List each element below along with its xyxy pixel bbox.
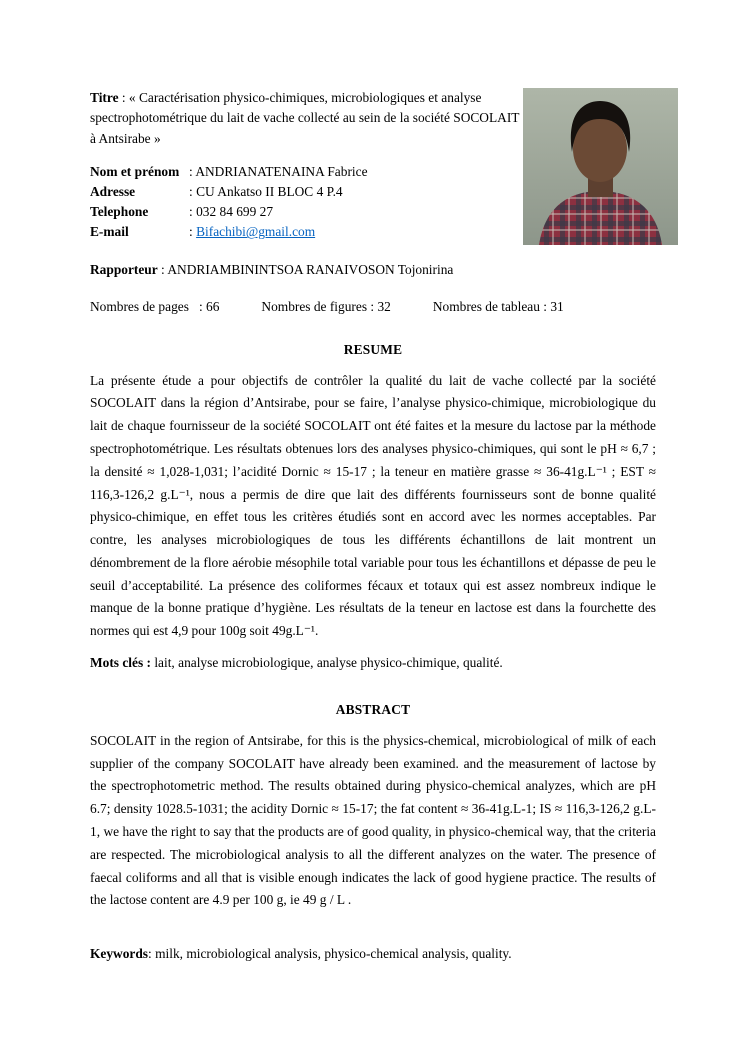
- email-colon: :: [189, 224, 197, 240]
- name-value: : ANDRIANATENAINA Fabrice: [189, 164, 368, 180]
- info-row-address: [90, 182, 656, 202]
- figures-count: Nombres de figures : 32: [261, 298, 391, 314]
- keywords-line: [90, 943, 656, 966]
- counts-line: [90, 299, 656, 315]
- document-content: [90, 88, 656, 966]
- keywords-value: : milk, microbiological analysis, physico-chemical analysis, quality.: [148, 946, 512, 962]
- email-label: E-mail: [90, 224, 129, 240]
- rapporteur-line: [90, 260, 656, 280]
- mots-cles-label: Mots clés :: [90, 655, 151, 671]
- info-row-phone: [90, 202, 656, 222]
- rapporteur-value: : ANDRIAMBININTSOA RANAIVOSON Tojonirina: [157, 261, 454, 277]
- pages-count: Nombres de pages : 66: [90, 298, 220, 314]
- abstract-heading: ABSTRACT: [335, 701, 411, 717]
- phone-label: Telephone: [90, 204, 149, 220]
- title-label: Titre: [90, 90, 119, 105]
- title-text: : « Caractérisation physico-chimiques, microbiologiques et analyse spectrophotométrique du lait de vache collecté au sein de la société SOCOLAIT à Antsirabe »: [90, 90, 520, 146]
- rapporteur-label: Rapporteur: [90, 261, 158, 277]
- address-value: : CU Ankatso II BLOC 4 P.4: [189, 184, 343, 200]
- keywords-label: Keywords: [90, 946, 149, 962]
- abstract-body: SOCOLAIT in the region of Antsirabe, for this is the physics-chemical, microbiological of milk of each supplier of the company SOCOLAIT have already been examined. and the measurement of lactose by the spectrophotometric method. The results obtained during physico-chemical analyzes, which are pH 6.7; density 1028.5-1031; the acidity Dornic ≈ 15-17; the fat content ≈ 36-41g.L-1; IS ≈ 116,3-126,2 g.L-1, we have the right to say that the products are of good quality, in physico-chemical way, that the criteria are respected. The microbiological analysis to all the different analyzes on the water. The presence of faecal coliforms and all that is visible enough indicates the lack of good hygiene practice. The results of the lactose content are 4.9 per 100 g, ie 49 g / L .: [90, 732, 656, 908]
- email-link[interactable]: Bifachibi@gmail.com: [196, 224, 316, 240]
- resume-body: La présente étude a pour objectifs de contrôler la qualité du lait de vache collecté par la société SOCOLAIT dans la région d’Antsirabe, pour se faire, l’analyse physico-chimique, microbiologique du lait de chaque fournisseur de la société SOCOLAIT ont été faites et la mesure du lactose par la méthode spectrophotométrique. Les résultats obtenues lors des analyses physico-chimiques, qui sont le pH ≈ 6,7 ; la densité ≈ 1,028-1,031; l’acidité Dornic ≈ 15-17 ; la teneur en matière grasse ≈ 36-41g.L⁻¹ ; EST ≈ 116,3-126,2 g.L⁻¹, nous a permis de dire que lait des différents fournisseurs sont de bonne qualité physico-chimique, en effet tous les critères étudiés sont en accord avec les normes acceptables. Par contre, les analyses microbiologiques de tous les différents échantillons de lait montrent un dénombrement de la flore aérobie mésophile total variable pour tous les échantillons et dépasse de peu le seuil d’acceptabilité. La présence des coliformes fécaux et totaux qui est assez nombreux indique le manque de la bonne pratique d’hygiène. Les résultats de la teneur en lactose est dans la fourchette des normes qui est 4,9 pour 100g soit 49g.L⁻¹.: [90, 372, 656, 639]
- info-row-name: [90, 162, 656, 182]
- resume-heading: RESUME: [343, 341, 403, 357]
- info-row-email: [90, 222, 656, 242]
- mots-cles-value: lait, analyse microbiologique, analyse physico-chimique, qualité.: [150, 655, 503, 671]
- name-label: Nom et prénom: [90, 164, 180, 180]
- phone-value: : 032 84 699 27: [189, 204, 274, 220]
- thesis-title: [90, 88, 522, 149]
- address-label: Adresse: [90, 184, 136, 200]
- tables-count: Nombres de tableau : 31: [432, 298, 564, 314]
- mots-cles-line: [90, 652, 656, 675]
